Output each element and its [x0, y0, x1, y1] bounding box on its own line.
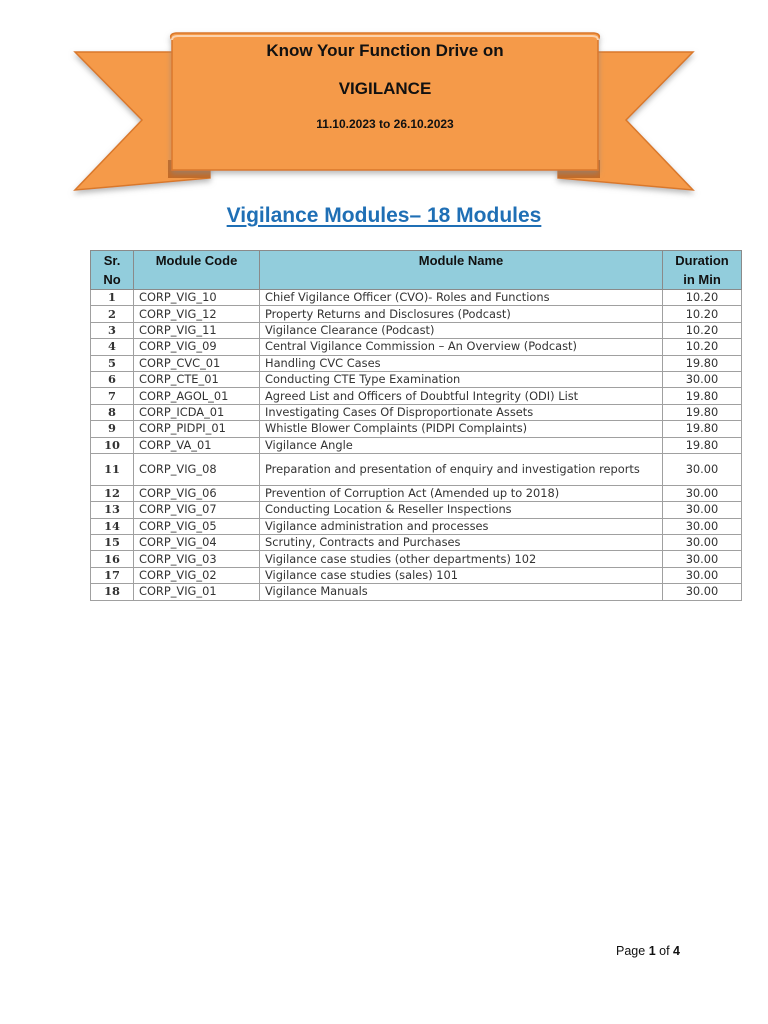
cell-sr-no: 18	[91, 584, 134, 600]
cell-duration: 30.00	[663, 371, 742, 387]
cell-module-name: Vigilance administration and processes	[260, 518, 663, 534]
cell-module-name: Conducting Location & Reseller Inspections	[260, 502, 663, 518]
banner-subtitle: VIGILANCE	[338, 79, 432, 98]
table-row	[91, 290, 742, 306]
cell-module-name: Central Vigilance Commission – An Overview (Podcast)	[260, 339, 663, 355]
cell-sr-no: 12	[91, 485, 134, 501]
cell-module-name: Vigilance Angle	[260, 437, 663, 453]
cell-sr-no: 3	[91, 322, 134, 338]
cell-sr-no: 17	[91, 567, 134, 583]
table-row	[91, 371, 742, 387]
table-row	[91, 388, 742, 404]
table-row	[91, 421, 742, 437]
cell-duration: 19.80	[663, 437, 742, 453]
cell-module-name: Scrutiny, Contracts and Purchases	[260, 535, 663, 551]
cell-module-name: Preparation and presentation of enquiry and investigation reports	[260, 453, 663, 485]
table-row	[91, 339, 742, 355]
table-row	[91, 535, 742, 551]
cell-sr-no: 15	[91, 535, 134, 551]
cell-module-name: Conducting CTE Type Examination	[260, 371, 663, 387]
cell-duration: 30.00	[663, 453, 742, 485]
cell-duration: 30.00	[663, 535, 742, 551]
header-sr-no: Sr. No	[91, 251, 134, 290]
cell-sr-no: 11	[91, 453, 134, 485]
cell-sr-no: 6	[91, 371, 134, 387]
ribbon-banner-shape	[0, 0, 768, 200]
cell-module-code: CORP_VIG_11	[134, 322, 260, 338]
cell-module-code: CORP_VIG_05	[134, 518, 260, 534]
header-module-code: Module Code	[134, 251, 260, 290]
cell-module-code: CORP_VIG_10	[134, 290, 260, 306]
cell-module-name: Vigilance case studies (sales) 101	[260, 567, 663, 583]
cell-module-name: Whistle Blower Complaints (PIDPI Complaints)	[260, 421, 663, 437]
cell-module-code: CORP_ICDA_01	[134, 404, 260, 420]
banner-title: Know Your Function Drive on	[266, 41, 504, 60]
page-heading: Vigilance Modules– 18 Modules	[226, 204, 542, 227]
cell-sr-no: 7	[91, 388, 134, 404]
cell-module-name: Vigilance Manuals	[260, 584, 663, 600]
cell-module-code: CORP_AGOL_01	[134, 388, 260, 404]
cell-module-name: Chief Vigilance Officer (CVO)- Roles and Functions	[260, 290, 663, 306]
cell-sr-no: 2	[91, 306, 134, 322]
cell-sr-no: 14	[91, 518, 134, 534]
cell-sr-no: 8	[91, 404, 134, 420]
cell-module-name: Prevention of Corruption Act (Amended up to 2018)	[260, 485, 663, 501]
cell-module-code: CORP_VIG_01	[134, 584, 260, 600]
table-header-row	[91, 251, 742, 290]
ribbon-banner	[0, 0, 768, 200]
cell-module-code: CORP_VIG_12	[134, 306, 260, 322]
cell-module-name: Vigilance case studies (other departments) 102	[260, 551, 663, 567]
page-number: Page 1 of 4	[616, 944, 680, 958]
cell-module-code: CORP_VIG_04	[134, 535, 260, 551]
cell-sr-no: 9	[91, 421, 134, 437]
cell-duration: 30.00	[663, 518, 742, 534]
cell-module-code: CORP_VIG_09	[134, 339, 260, 355]
cell-module-code: CORP_VIG_03	[134, 551, 260, 567]
cell-module-name: Vigilance Clearance (Podcast)	[260, 322, 663, 338]
cell-module-name: Handling CVC Cases	[260, 355, 663, 371]
cell-module-name: Investigating Cases Of Disproportionate Assets	[260, 404, 663, 420]
cell-sr-no: 4	[91, 339, 134, 355]
cell-duration: 30.00	[663, 551, 742, 567]
cell-duration: 10.20	[663, 306, 742, 322]
cell-sr-no: 5	[91, 355, 134, 371]
table-row	[91, 518, 742, 534]
cell-sr-no: 16	[91, 551, 134, 567]
cell-sr-no: 10	[91, 437, 134, 453]
cell-duration: 19.80	[663, 355, 742, 371]
table-row	[91, 437, 742, 453]
cell-duration: 30.00	[663, 502, 742, 518]
cell-duration: 19.80	[663, 388, 742, 404]
table-row	[91, 584, 742, 600]
header-module-name: Module Name	[260, 251, 663, 290]
banner-dates: 11.10.2023 to 26.10.2023	[316, 117, 454, 131]
table-row	[91, 404, 742, 420]
cell-duration: 10.20	[663, 290, 742, 306]
table-row	[91, 306, 742, 322]
table-row	[91, 567, 742, 583]
table-row	[91, 502, 742, 518]
cell-duration: 19.80	[663, 404, 742, 420]
cell-module-code: CORP_VIG_07	[134, 502, 260, 518]
table-row	[91, 322, 742, 338]
cell-module-code: CORP_VIG_06	[134, 485, 260, 501]
modules-table	[90, 250, 742, 601]
cell-module-code: CORP_VIG_08	[134, 453, 260, 485]
table-row	[91, 355, 742, 371]
cell-module-name: Agreed List and Officers of Doubtful Integrity (ODI) List	[260, 388, 663, 404]
table-row	[91, 453, 742, 485]
cell-sr-no: 13	[91, 502, 134, 518]
cell-duration: 10.20	[663, 339, 742, 355]
cell-module-name: Property Returns and Disclosures (Podcast)	[260, 306, 663, 322]
cell-module-code: CORP_PIDPI_01	[134, 421, 260, 437]
cell-module-code: CORP_CVC_01	[134, 355, 260, 371]
cell-module-code: CORP_CTE_01	[134, 371, 260, 387]
cell-duration: 30.00	[663, 584, 742, 600]
cell-duration: 30.00	[663, 485, 742, 501]
cell-sr-no: 1	[91, 290, 134, 306]
table-row	[91, 485, 742, 501]
cell-duration: 30.00	[663, 567, 742, 583]
table-row	[91, 551, 742, 567]
cell-duration: 10.20	[663, 322, 742, 338]
header-duration: Duration in Min	[663, 251, 742, 290]
cell-module-code: CORP_VA_01	[134, 437, 260, 453]
cell-module-code: CORP_VIG_02	[134, 567, 260, 583]
cell-duration: 19.80	[663, 421, 742, 437]
